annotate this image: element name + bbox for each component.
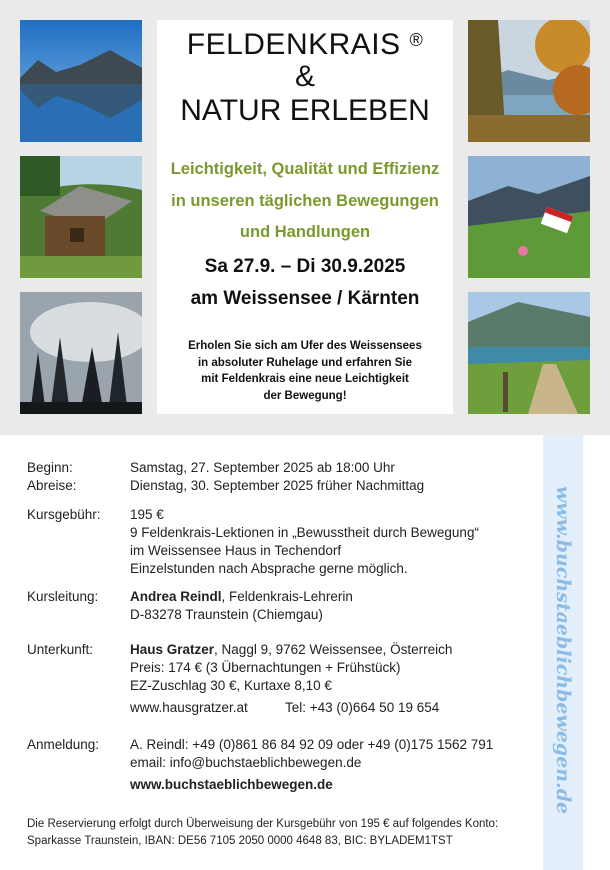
title-line-3: NATUR ERLEBEN (180, 94, 430, 127)
anmeldung-web-link[interactable]: www.buchstaeblichbewegen.de (130, 777, 333, 792)
photo-autumn-lake (468, 20, 590, 142)
tagline-line-1: Leichtigkeit, Qualität und Effizienz (170, 160, 440, 178)
beginn-value: Samstag, 27. September 2025 ab 18:00 Uhr (130, 460, 395, 475)
photo-lakeside-path (468, 292, 590, 414)
tagline-line-2: in unseren täglichen Bewegungen (171, 192, 439, 210)
photo-lake-reflection (20, 20, 142, 142)
instructor-name: Andrea Reindl (130, 589, 222, 604)
title-line-1: FELDENKRAIS ® (186, 28, 424, 61)
kursleitung-address: D-83278 Traunstein (Chiemgau) (130, 607, 323, 622)
kursgebuehr-individual: Einzelstunden nach Absprache gerne möglich. (130, 561, 408, 576)
photo-wooden-hut (20, 156, 142, 278)
kursleitung-name-line: Andrea Reindl, Feldenkrais-Lehrerin (130, 589, 353, 604)
kursgebuehr-price: 195 € (130, 507, 164, 522)
kursgebuehr-venue: im Weissensee Haus in Techendorf (130, 543, 342, 558)
unterkunft-web-link[interactable]: www.hausgratzer.at (130, 700, 248, 715)
kursleitung-label: Kursleitung: (27, 589, 99, 604)
event-date: Sa 27.9. – Di 30.9.2025 (204, 256, 406, 277)
tagline-line-3: und Handlungen (239, 223, 371, 241)
anmeldung-label: Anmeldung: (27, 737, 100, 752)
abreise-value: Dienstag, 30. September 2025 früher Nachmittag (130, 478, 425, 493)
anmeldung-email[interactable]: email: info@buchstaeblichbewegen.de (130, 755, 362, 770)
kursgebuehr-label: Kursgebühr: (27, 507, 101, 522)
beginn-label: Beginn: (27, 460, 73, 475)
side-url[interactable]: www.buchstaeblichbewegen.de (552, 485, 574, 815)
unterkunft-phone: Tel: +43 (0)664 50 19 654 (285, 700, 440, 715)
title-line-2: & (294, 60, 315, 93)
photo-misty-forest (20, 292, 142, 414)
photo-alpine-meadow (468, 156, 590, 278)
unterkunft-price: Preis: 174 € (3 Übernachtungen + Frühstück) (130, 660, 401, 675)
event-location: am Weissensee / Kärnten (190, 288, 420, 309)
footer-payment-note: Die Reservierung erfolgt durch Überweisung der Kursgebühr von 195 € auf folgendes Konto: (27, 818, 499, 830)
unterkunft-name-line: Haus Gratzer, Naggl 9, 9762 Weissensee, Österreich (130, 642, 453, 657)
unterkunft-label: Unterkunft: (27, 642, 94, 657)
footer-bank-details: Sparkasse Traunstein, IBAN: DE56 7105 2050 0000 4648 83, BIC: BYLADEM1TST (27, 835, 453, 847)
title-card (157, 20, 453, 414)
accommodation-name: Haus Gratzer (130, 642, 215, 657)
abreise-label: Abreise: (27, 478, 77, 493)
kursgebuehr-lessons: 9 Feldenkrais-Lektionen in „Bewusstheit durch Bewegung“ (130, 525, 479, 540)
description: Erholen Sie sich am Ufer des Weissensees in absoluter Ruhelage und erfahren Sie mit Feldenkrais eine neue Leichtigkeit der Bewegung! (188, 340, 422, 402)
registered-mark: ® (409, 30, 424, 50)
anmeldung-phone: A. Reindl: +49 (0)861 86 84 92 09 oder +49 (0)175 1562 791 (130, 737, 494, 752)
unterkunft-extras: EZ-Zuschlag 30 €, Kurtaxe 8,10 € (130, 678, 332, 693)
